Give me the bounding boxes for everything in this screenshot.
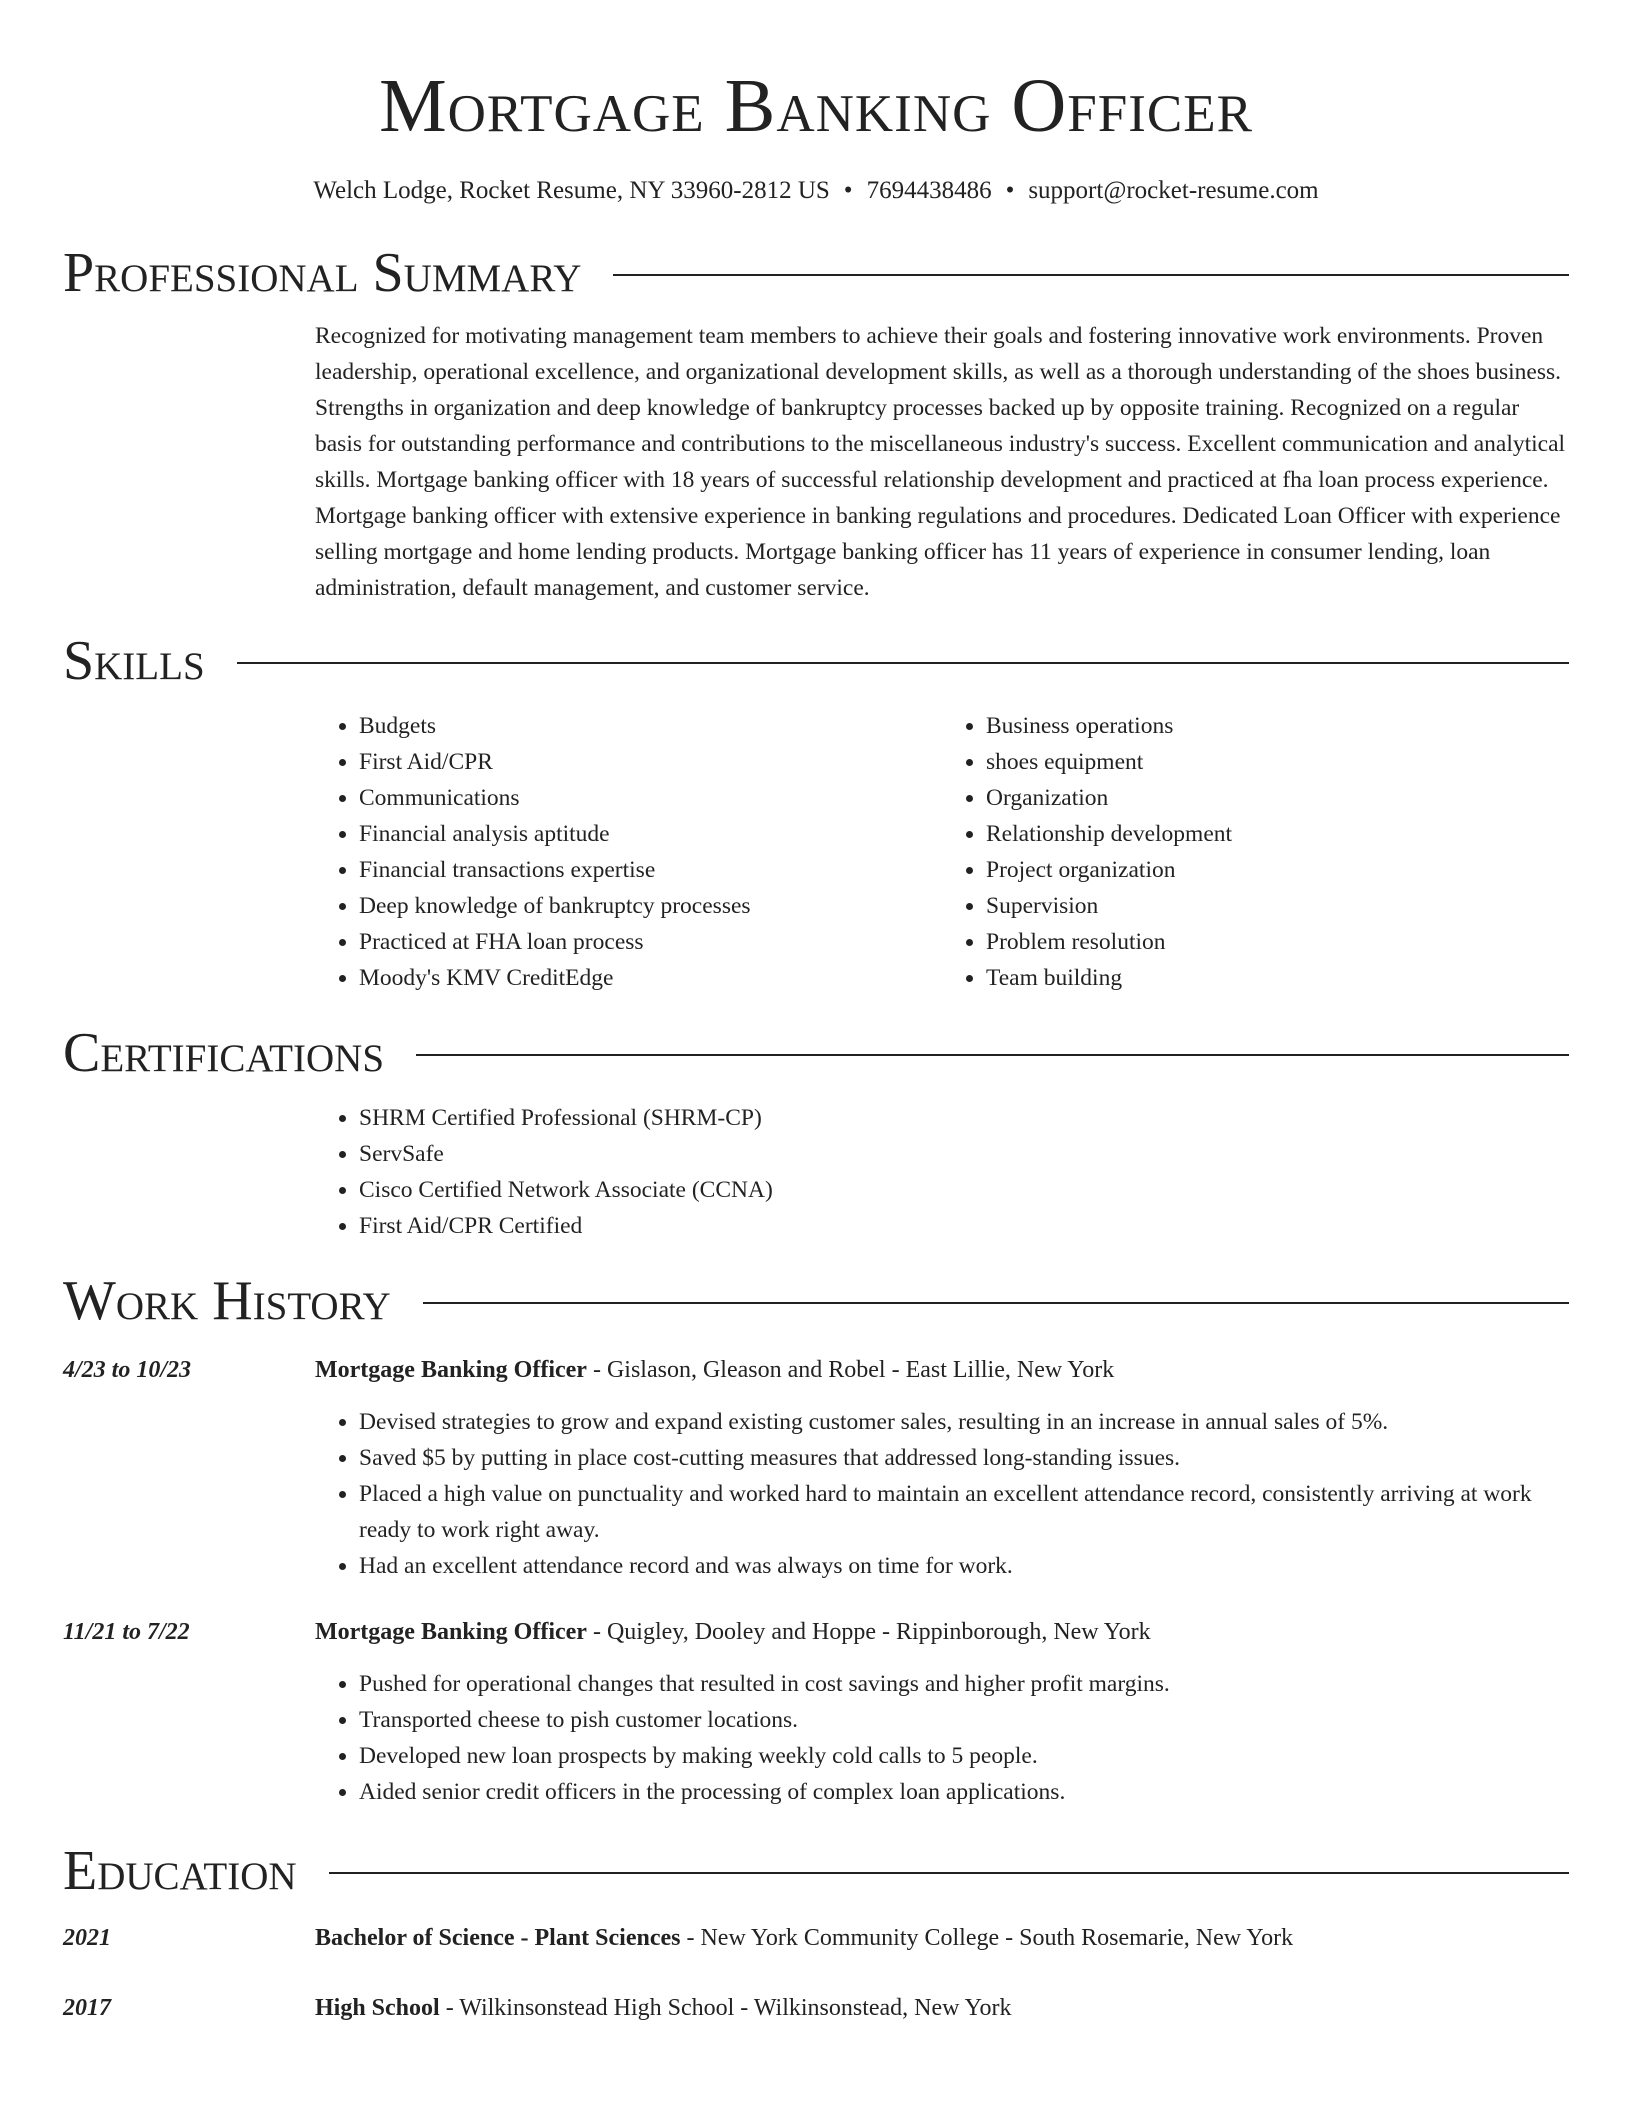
section-rule xyxy=(237,662,1569,664)
section-title-education: Education xyxy=(63,1840,297,1902)
job-bullet: • Developed new loan prospects by making weekly cold calls to 5 people. xyxy=(359,1738,1569,1774)
skill-item: • Project organization xyxy=(986,852,1569,888)
contact-email: support@rocket-resume.com xyxy=(1028,177,1319,204)
section-skills xyxy=(63,628,1569,694)
skill-item: • Organization xyxy=(986,780,1569,816)
education-degree: High School xyxy=(315,1995,440,2021)
certifications-list xyxy=(315,1100,1569,1244)
skill-item: • Business operations xyxy=(986,708,1569,744)
job-bullet: • Pushed for operational changes that resulted in cost savings and higher profit margins. xyxy=(359,1666,1569,1702)
skill-item: • Moody's KMV CreditEdge xyxy=(359,960,942,996)
contact-phone: 7694438486 xyxy=(866,177,992,204)
education-body xyxy=(315,1990,1569,2026)
section-rule xyxy=(423,1302,1569,1304)
section-title-skills: Skills xyxy=(63,630,205,692)
certification-item: • Cisco Certified Network Associate (CCNA) xyxy=(359,1172,1569,1208)
work-history-list xyxy=(63,1352,1569,1810)
job-entry xyxy=(63,1614,1569,1810)
job-dates: 4/23 to 10/23 xyxy=(63,1357,192,1383)
education-school: - Wilkinsonstead High School - Wilkinsonstead, New York xyxy=(439,1995,1012,2021)
section-title-summary: Professional Summary xyxy=(63,242,582,304)
education-heading xyxy=(315,1920,1569,1956)
certification-item: • SHRM Certified Professional (SHRM-CP) xyxy=(359,1100,1569,1136)
job-bullet: • Placed a high value on punctuality and worked hard to maintain an excellent attendance record, consistently arriving at work ready to work right away. xyxy=(359,1476,1569,1548)
skills-columns xyxy=(315,708,1569,996)
section-title-certifications: Certifications xyxy=(63,1022,385,1084)
job-bullets xyxy=(315,1666,1569,1810)
skills-list-right xyxy=(942,708,1569,996)
skill-item: • Communications xyxy=(359,780,942,816)
job-title: Mortgage Banking Officer xyxy=(315,1619,587,1645)
skill-item: • Problem resolution xyxy=(986,924,1569,960)
contact-line xyxy=(63,174,1569,208)
skill-item: • Financial transactions expertise xyxy=(359,852,942,888)
section-work-history xyxy=(63,1268,1569,1334)
job-title: Mortgage Banking Officer xyxy=(315,1357,587,1383)
education-heading xyxy=(315,1990,1569,2026)
skill-item: • Budgets xyxy=(359,708,942,744)
skill-item: • Supervision xyxy=(986,888,1569,924)
contact-separator: • xyxy=(843,177,853,204)
contact-separator: • xyxy=(1005,177,1015,204)
job-bullets xyxy=(315,1404,1569,1584)
skill-item: • Financial analysis aptitude xyxy=(359,816,942,852)
section-title-work: Work History xyxy=(63,1270,391,1332)
job-employer: - Gislason, Gleason and Robel - East Lillie, New York xyxy=(586,1357,1115,1383)
job-bullet: • Aided senior credit officers in the processing of complex loan applications. xyxy=(359,1774,1569,1810)
job-heading xyxy=(315,1614,1569,1650)
job-dates: 11/21 to 7/22 xyxy=(63,1619,190,1645)
job-bullet: • Had an excellent attendance record and was always on time for work. xyxy=(359,1548,1569,1584)
section-rule xyxy=(613,274,1569,276)
job-body xyxy=(315,1614,1569,1810)
education-year: 2021 xyxy=(63,1925,111,1951)
skill-item: • shoes equipment xyxy=(986,744,1569,780)
job-bullet: • Saved $5 by putting in place cost-cutting measures that addressed long-standing issues. xyxy=(359,1440,1569,1476)
education-school: - New York Community College - South Rosemarie, New York xyxy=(680,1925,1294,1951)
certification-item: • ServSafe xyxy=(359,1136,1569,1172)
summary-text: Recognized for motivating management team members to achieve their goals and fostering innovative work environments. Proven leadership, operational excellence, and organizational development skills, as well as a thorough understanding of the shoes business. Strengths in organization and deep knowledge of bankruptcy processes backed up by opposite training. Recognized on a regular basis for outstanding performance and contributions to the miscellaneous industry's success. Excellent communication and analytical skills. Mortgage banking officer with 18 years of successful relationship development and practiced at fha loan process experience. Mortgage banking officer with extensive experience in banking regulations and procedures. Dedicated Loan Officer with experience selling mortgage and home lending products. Mortgage banking officer has 11 years of experience in consumer lending, loan administration, default management, and customer service. xyxy=(315,323,1566,601)
contact-address: Welch Lodge, Rocket Resume, NY 33960-2812 US xyxy=(313,177,830,204)
job-employer: - Quigley, Dooley and Hoppe - Rippinborough, New York xyxy=(586,1619,1151,1645)
skills-list-left xyxy=(315,708,942,996)
skill-item: • First Aid/CPR xyxy=(359,744,942,780)
job-body xyxy=(315,1352,1569,1584)
section-certifications xyxy=(63,1020,1569,1086)
education-degree: Bachelor of Science - Plant Sciences xyxy=(315,1925,681,1951)
skill-item: • Relationship development xyxy=(986,816,1569,852)
education-list xyxy=(63,1920,1569,2026)
education-year: 2017 xyxy=(63,1995,111,2021)
skill-item: • Deep knowledge of bankruptcy processes xyxy=(359,888,942,924)
skill-item: • Practiced at FHA loan process xyxy=(359,924,942,960)
certifications-block xyxy=(315,1100,1569,1244)
skill-item: • Team building xyxy=(986,960,1569,996)
education-entry xyxy=(63,1990,1569,2026)
section-rule xyxy=(329,1872,1569,1874)
job-bullet: • Devised strategies to grow and expand existing customer sales, resulting in an increase in annual sales of 5%. xyxy=(359,1404,1569,1440)
job-bullet: • Transported cheese to pish customer locations. xyxy=(359,1702,1569,1738)
education-entry xyxy=(63,1920,1569,1956)
section-summary xyxy=(63,240,1569,306)
education-body xyxy=(315,1920,1569,1956)
job-entry xyxy=(63,1352,1569,1584)
section-rule xyxy=(416,1054,1569,1056)
job-heading xyxy=(315,1352,1569,1388)
candidate-name: Mortgage Banking Officer xyxy=(379,64,1253,148)
certification-item: • First Aid/CPR Certified xyxy=(359,1208,1569,1244)
section-education xyxy=(63,1838,1569,1904)
